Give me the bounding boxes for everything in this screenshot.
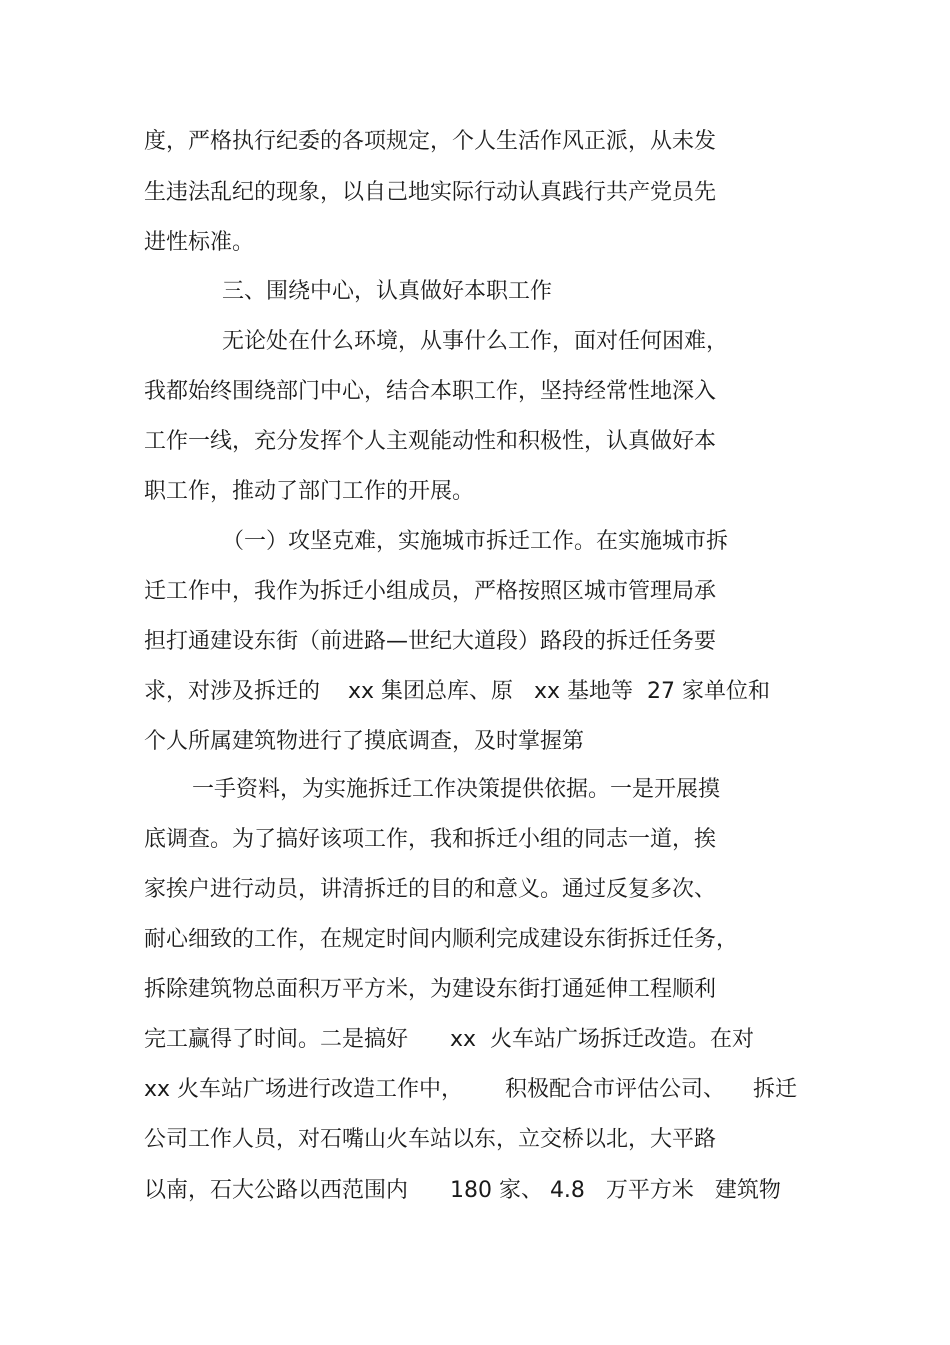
text-line-12: 求，对涉及拆迁的 xx 集团总库、原 xx 基地等 27 家单位和: [144, 679, 770, 704]
text-line-15: 底调查。为了搞好该项工作，我和拆迁小组的同志一道，挨: [144, 827, 717, 852]
text-line-21: 公司工作人员，对石嘴山火车站以东，立交桥以北，大平路: [144, 1127, 717, 1152]
text-line-3: 进性标准。: [144, 230, 255, 255]
text-line-13: 个人所属建筑物进行了摸底调查，及时掌握第: [144, 729, 585, 754]
text-line-1: 度，严格执行纪委的各项规定，个人生活作风正派，从未发: [144, 129, 717, 154]
text-line-22: 以南，石大公路以西范围内 180 家、 4.8 万平方米 建筑物: [144, 1178, 781, 1203]
section-heading: 三、围绕中心，认真做好本职工作: [222, 279, 553, 304]
text-line-16: 家挨户进行动员，讲清拆迁的目的和意义。通过反复多次、: [144, 877, 717, 902]
text-line-7: 工作一线，充分发挥个人主观能动性和积极性，认真做好本: [144, 429, 717, 454]
text-line-18: 拆除建筑物总面积万平方米，为建设东街打通延伸工程顺利: [144, 977, 717, 1002]
subsection-heading: （一）攻坚克难，实施城市拆迁工作。在实施城市拆: [222, 529, 729, 554]
text-line-2: 生违法乱纪的现象，以自己地实际行动认真践行共产党员先: [144, 180, 717, 205]
text-line-19: 完工赢得了时间。二是搞好 xx 火车站广场拆迁改造。在对: [144, 1027, 754, 1052]
text-line-8: 职工作，推动了部门工作的开展。: [144, 479, 475, 504]
text-line-6: 我都始终围绕部门中心，结合本职工作，坚持经常性地深入: [144, 379, 717, 404]
text-line-20: xx 火车站广场进行改造工作中， 积极配合市评估公司、 拆迁: [144, 1077, 797, 1102]
text-line-5: 无论处在什么环境，从事什么工作，面对任何困难，: [222, 329, 729, 354]
text-line-11: 担打通建设东街（前进路—世纪大道段）路段的拆迁任务要: [144, 629, 717, 654]
text-line-17: 耐心细致的工作，在规定时间内顺利完成建设东街拆迁任务，: [144, 927, 739, 952]
text-line-14: 一手资料，为实施拆迁工作决策提供依据。一是开展摸: [192, 777, 721, 802]
text-line-10: 迁工作中，我作为拆迁小组成员，严格按照区城市管理局承: [144, 579, 717, 604]
